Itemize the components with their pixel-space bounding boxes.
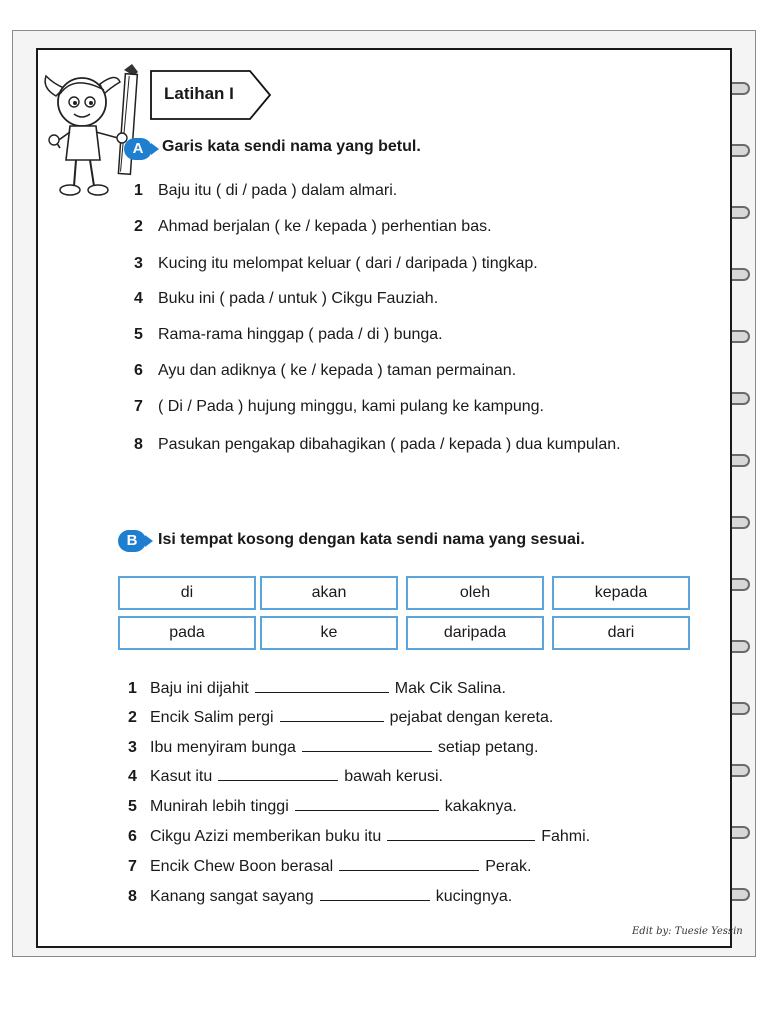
answer-blank[interactable] <box>339 856 479 871</box>
list-item <box>128 826 590 846</box>
page-title: Latihan I <box>164 84 234 103</box>
list-item <box>128 678 506 698</box>
answer-blank[interactable] <box>218 766 338 781</box>
question-text: Baju itu ( di / pada ) dalam almari. <box>158 182 398 199</box>
word-bank-item: ke <box>260 616 398 650</box>
question-text: ( Di / Pada ) hujung minggu, kami pulang ke kampung. <box>158 398 544 415</box>
question-text: Ahmad berjalan ( ke / kepada ) perhentian bas. <box>158 218 492 235</box>
section-b-badge: B <box>118 530 146 552</box>
section-a-instruction: Garis kata sendi nama yang betul. <box>162 138 421 155</box>
word-bank-item: kepada <box>552 576 690 610</box>
question-text: Buku ini ( pada / untuk ) Cikgu Fauziah. <box>158 290 439 307</box>
question-text-after: Fahmi. <box>541 828 591 845</box>
list-item <box>134 218 492 236</box>
question-number: 8 <box>128 888 137 905</box>
question-text-after: setiap petang. <box>437 739 539 756</box>
question-text-before: Kanang sangat sayang <box>150 888 314 905</box>
question-number: 4 <box>134 290 143 307</box>
question-text-before: Kasut itu <box>150 768 213 785</box>
word-bank-item: dari <box>552 616 690 650</box>
list-item <box>128 856 531 876</box>
question-number: 2 <box>134 218 143 235</box>
question-number: 2 <box>128 709 137 726</box>
list-item <box>134 434 692 456</box>
title-tag <box>150 70 272 120</box>
editor-signature: Edit by: Tuesie Yessin <box>632 926 743 937</box>
list-item <box>134 362 516 380</box>
question-number: 7 <box>128 858 137 875</box>
list-item <box>134 326 443 344</box>
question-text-before: Munirah lebih tinggi <box>150 798 289 815</box>
answer-blank[interactable] <box>387 826 535 841</box>
answer-blank[interactable] <box>302 737 432 752</box>
question-text-before: Encik Salim pergi <box>150 709 274 726</box>
list-item <box>134 398 544 416</box>
list-item <box>134 290 438 308</box>
list-item <box>128 707 553 727</box>
question-text-before: Ibu menyiram bunga <box>150 739 296 756</box>
question-number: 8 <box>134 436 143 453</box>
question-text-before: Encik Chew Boon berasal <box>150 858 334 875</box>
question-number: 3 <box>128 739 137 756</box>
answer-blank[interactable] <box>295 796 439 811</box>
question-text-after: Perak. <box>485 858 532 875</box>
mascot-girl-with-pencil-icon <box>38 62 150 202</box>
question-number: 5 <box>134 326 143 343</box>
question-text: Pasukan pengakap dibahagikan ( pada / kepada ) dua kumpulan. <box>158 436 621 453</box>
question-text: Rama-rama hinggap ( pada / di ) bunga. <box>158 326 443 343</box>
question-number: 3 <box>134 255 143 272</box>
section-a-badge: A <box>124 138 152 160</box>
question-text: Ayu dan adiknya ( ke / kepada ) taman permainan. <box>158 362 517 379</box>
question-text-after: Mak Cik Salina. <box>394 680 506 697</box>
list-item <box>134 182 397 200</box>
question-number: 4 <box>128 768 137 785</box>
question-number: 1 <box>128 680 137 697</box>
list-item <box>134 255 538 273</box>
section-b-instruction: Isi tempat kosong dengan kata sendi nama yang sesuai. <box>158 531 585 548</box>
answer-blank[interactable] <box>255 678 389 693</box>
question-number: 6 <box>128 828 137 845</box>
answer-blank[interactable] <box>280 707 384 722</box>
question-number: 7 <box>134 398 143 415</box>
answer-blank[interactable] <box>320 886 430 901</box>
question-text-after: bawah kerusi. <box>344 768 443 785</box>
word-bank-item: pada <box>118 616 256 650</box>
question-text-after: pejabat dengan kereta. <box>389 709 554 726</box>
list-item <box>128 737 538 757</box>
question-text-after: kucingnya. <box>435 888 513 905</box>
question-number: 1 <box>134 182 143 199</box>
list-item <box>128 796 517 816</box>
question-text-before: Cikgu Azizi memberikan buku itu <box>150 828 382 845</box>
question-text-after: kakaknya. <box>444 798 517 815</box>
question-text: Kucing itu melompat keluar ( dari / daripada ) tingkap. <box>158 255 538 272</box>
list-item <box>128 886 512 906</box>
list-item <box>128 766 443 786</box>
word-bank-item: daripada <box>406 616 544 650</box>
question-number: 6 <box>134 362 143 379</box>
word-bank-item: oleh <box>406 576 544 610</box>
word-bank-item: di <box>118 576 256 610</box>
word-bank-item: akan <box>260 576 398 610</box>
question-number: 5 <box>128 798 137 815</box>
question-text-before: Baju ini dijahit <box>150 680 249 697</box>
